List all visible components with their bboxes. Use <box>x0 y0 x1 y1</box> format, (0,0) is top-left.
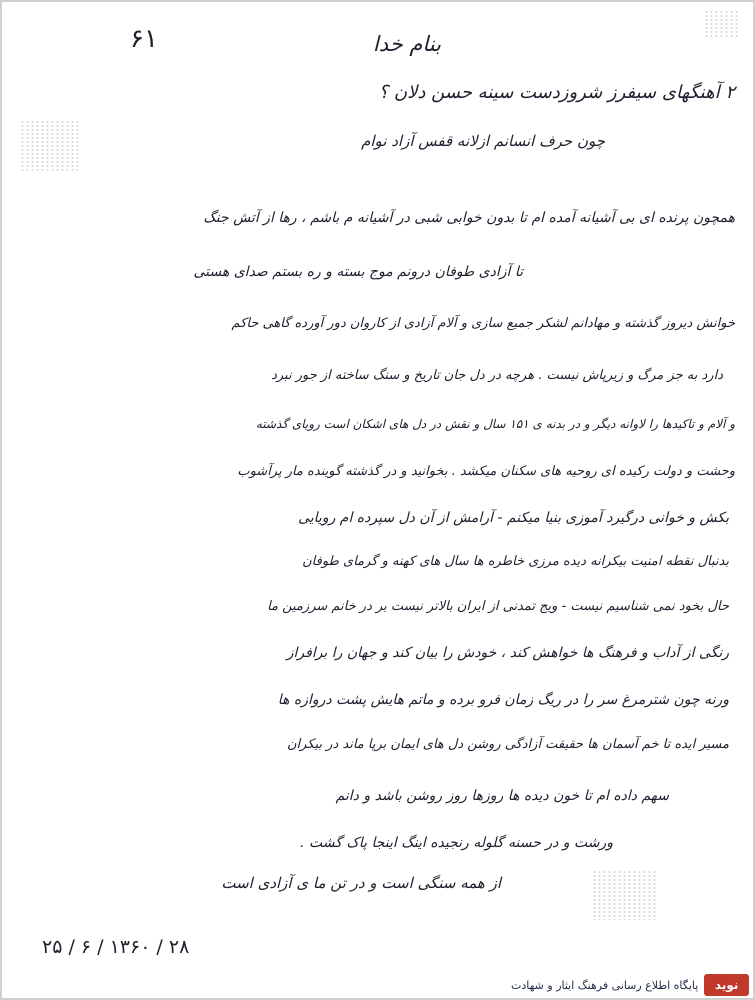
body-line: دارد به جز مرگ و زیرپاش نیست . هرچه در دل جان تاریخ و سنگ ساخته از جور نبرد <box>271 368 723 383</box>
body-line: وحشت و دولت رکیده ای روحیه های سکنان میکشد . بخوانید و در گذشته گوینده مار پرآشوب <box>237 464 735 479</box>
body-line: بدنبال نقطه امنیت بیکرانه دیده مرزی خاطره ها سال های کهنه و گرمای طوفان <box>302 554 729 569</box>
body-line: مسیر ایده تا خم آسمان ها حقیقت آزادگی روشن دل های ایمان برپا ماند در بیکران <box>287 737 729 752</box>
body-line: حال بخود نمی شناسیم نیست - ویج تمدنی از ایران بالاتر نیست بر در خانم سرزمین ما <box>267 599 729 614</box>
body-line: رنگی از آداب و فرهنگ ها خواهش کند ، خودش را بیان کند و جهان را برافراز <box>286 645 729 661</box>
scan-speckle <box>704 10 740 38</box>
watermark-logo-mark: نوید <box>704 974 749 996</box>
letter-date: ۲۵ / ۶ / ۱۳۶۰ / ۲۸ <box>42 936 190 958</box>
body-line: ورشت و در حسنه گلوله رنجیده اینگ اینجا پاک گشت . <box>300 835 613 851</box>
letter-salutation: چون حرف انسانم ازلانه قفس آزاد نوام <box>361 132 605 150</box>
body-line: همچون پرنده ای بی آشیانه آمده ام تا بدون خوابی شبی در آشیانه م باشم ، رها از آتش جنگ <box>203 210 735 226</box>
body-line: از همه سنگی است و در تن ما ی آزادی است <box>221 874 501 892</box>
body-line: و آلام و تاکیدها را لاوانه دیگر و در بدنه ی ۱۵۱ سال و نقش در دل های اشکان است رویای گذشته <box>255 417 735 431</box>
body-line: تا آزادی طوفان درونم موج بسته و ره بستم صدای هستی <box>193 264 523 280</box>
body-line: سهم داده ام تا خون دیده ها روزها روز روشن باشد و دانم <box>335 788 669 804</box>
body-line: ورنه چون شترمرغ سر را در ریگ زمان فرو برده و ماتم هایش پشت دروازه ها <box>277 692 729 708</box>
watermark-site-text: پایگاه اطلاع رسانی فرهنگ ایثار و شهادت <box>511 978 699 992</box>
scan-speckle <box>592 870 656 920</box>
body-line: خوانش دیروز گذشته و مهادانم لشکر جمیع سازی و آلام آزادی از کاروان دور آورده گاهی حاکم <box>231 316 735 331</box>
letter-recipient: ۲ آهنگهای سیفرز شروزدست سینه حسن دلان ؟ <box>378 82 735 103</box>
watermark-logo <box>511 972 753 998</box>
scan-speckle <box>20 120 78 172</box>
letter-heading: بنام خدا <box>372 32 441 56</box>
page-number: ۶۱ <box>130 24 158 54</box>
body-line: بکش و خوانی درگیرد آموزی بنیا میکنم - آرامش از آن دل سپرده ام رویایی <box>298 510 729 526</box>
